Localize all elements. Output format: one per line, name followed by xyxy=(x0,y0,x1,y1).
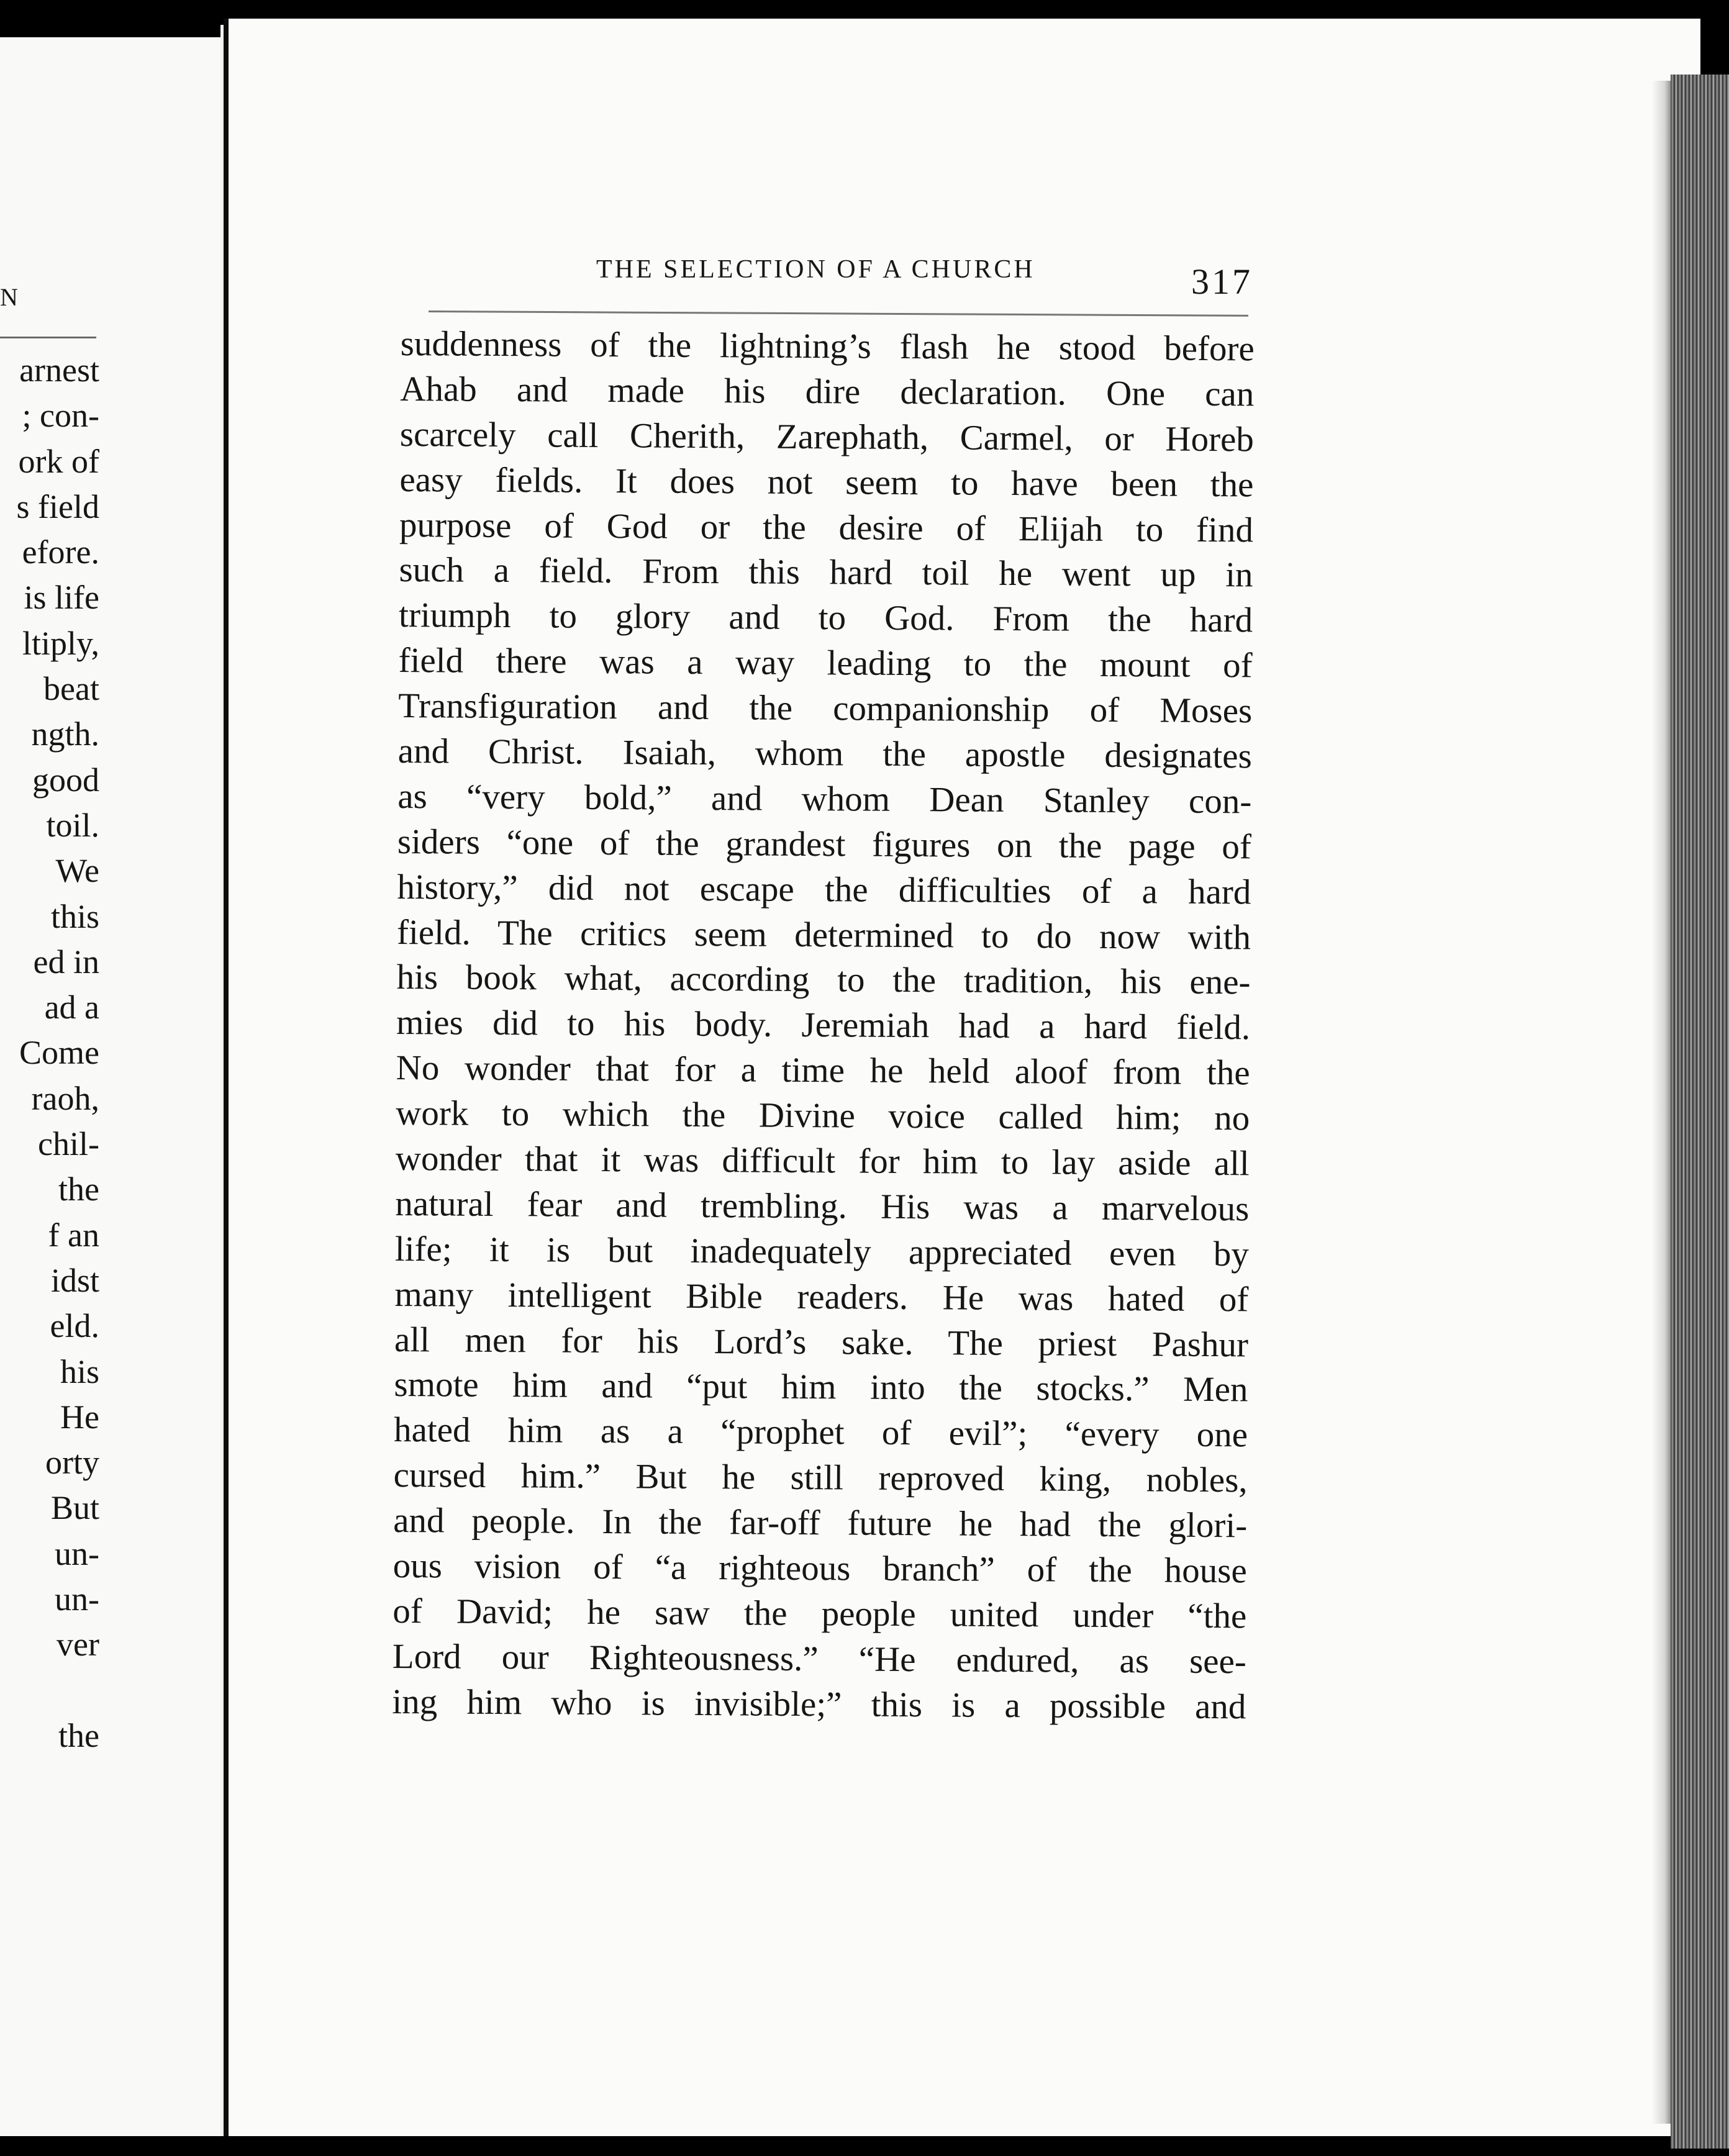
text-line: ous vision of “a righteous branch” of the house xyxy=(393,1546,1247,1591)
text-line: ing him who is invisible;” this is a possible and xyxy=(392,1682,1246,1727)
left-line-fragment: his xyxy=(60,1352,99,1390)
text-line: as “very bold,” and whom Dean Stanley con- xyxy=(397,776,1252,822)
left-line-fragment: efore. xyxy=(22,533,99,571)
text-line: Ahab and made his dire declaration. One can xyxy=(400,369,1255,414)
left-line-fragment: the xyxy=(58,1171,99,1208)
text-line: natural fear and trembling. His was a marvelous xyxy=(395,1184,1250,1229)
left-line-fragment: ed in xyxy=(33,943,99,981)
text-line: all men for his Lord’s sake. The priest Pashur xyxy=(394,1320,1249,1364)
text-line: history,” did not escape the difficulties of a hard xyxy=(397,867,1251,912)
left-line-fragment: ad a xyxy=(44,989,99,1026)
left-line-fragment: eld. xyxy=(50,1307,99,1345)
text-line: Lord our Righteousness.” “He endured, as see- xyxy=(392,1636,1247,1682)
left-line-fragment: s field xyxy=(16,487,99,525)
text-line: many intelligent Bible readers. He was hated of xyxy=(394,1274,1249,1320)
text-line: suddenness of the lightning’s flash he stood before xyxy=(400,324,1255,369)
left-line-fragment: We xyxy=(55,852,99,890)
text-line: cursed him.” But he still reproved king, nobles, xyxy=(393,1456,1248,1500)
left-page-header-fragment: N xyxy=(0,283,19,311)
left-line-fragment: this xyxy=(50,897,99,935)
text-line: purpose of God or the desire of Elijah to find xyxy=(399,505,1254,550)
text-line: smote him and “put him into the stocks.” Men xyxy=(394,1365,1248,1410)
left-line-fragment: ver xyxy=(57,1626,99,1664)
left-line-fragment: un- xyxy=(55,1534,99,1572)
left-line-fragment: orty xyxy=(45,1444,99,1482)
text-line: easy fields. It does not seem to have been the xyxy=(399,460,1254,505)
left-line-fragment: ltiply, xyxy=(22,624,99,662)
left-line-fragment: beat xyxy=(43,670,99,708)
page-number: 317 xyxy=(1191,261,1253,302)
left-line-fragment: raoh, xyxy=(31,1079,99,1117)
text-line: wonder that it was difficult for him to lay aside all xyxy=(395,1139,1250,1184)
left-line-fragment: ; con- xyxy=(22,397,99,435)
text-line: and Christ. Isaiah, whom the apostle designates xyxy=(397,732,1252,776)
left-line-fragment: is life xyxy=(24,579,99,617)
text-line: and people. In the far-off future he had the glori- xyxy=(393,1501,1248,1546)
text-line: work to which the Divine voice called him; no xyxy=(396,1094,1250,1138)
left-header-rule xyxy=(0,337,96,338)
text-line: field. The critics seem determined to do now with xyxy=(396,912,1251,957)
text-line: mies did to his body. Jeremiah had a hard field. xyxy=(396,1003,1251,1048)
text-line: No wonder that for a time he held aloof from the xyxy=(396,1048,1250,1093)
text-line: life; it is but inadequately appreciated even by xyxy=(394,1229,1250,1274)
running-head: THE SELECTION OF A CHURCH xyxy=(596,255,1035,284)
left-line-fragment: chil- xyxy=(38,1125,99,1163)
text-line: of David; he saw the people united under “the xyxy=(393,1591,1247,1636)
left-line-fragment: un- xyxy=(55,1580,99,1618)
left-line-fragment: toil. xyxy=(46,806,99,844)
left-line-fragment: idst xyxy=(50,1261,99,1299)
text-line: hated him as a “prophet of evil”; “every one xyxy=(393,1410,1248,1455)
page-edge-shadow xyxy=(1652,81,1673,2124)
text-line: scarcely call Cherith, Zarephath, Carmel, or Horeb xyxy=(399,414,1255,460)
left-page-text-fragments xyxy=(0,348,99,1759)
left-line-fragment: f an xyxy=(48,1216,99,1254)
text-line: such a field. From this hard toil he went up in xyxy=(399,550,1253,595)
left-line-fragment: ork of xyxy=(18,442,99,480)
left-line-fragment: He xyxy=(60,1398,99,1436)
left-line-fragment: good xyxy=(32,761,99,799)
left-line-fragment: Come xyxy=(19,1034,99,1072)
left-line-fragment: But xyxy=(50,1489,99,1527)
text-line: siders “one of the grandest figures on the page of xyxy=(397,822,1252,867)
text-line: his book what, according to the tradition, his ene- xyxy=(396,958,1251,1002)
body-text xyxy=(392,322,1255,1730)
left-line-fragment: ngth. xyxy=(31,715,99,753)
text-line: field there was a way leading to the mount of xyxy=(398,641,1253,686)
left-line-fragment xyxy=(0,1668,99,1713)
left-line-fragment: the xyxy=(58,1716,99,1754)
left-line-fragment: arnest xyxy=(19,351,99,389)
text-line: Transfiguration and the companionship of Moses xyxy=(398,686,1253,731)
text-line: triumph to glory and to God. From the hard xyxy=(398,596,1253,640)
page-stack-edge xyxy=(1671,75,1729,2149)
